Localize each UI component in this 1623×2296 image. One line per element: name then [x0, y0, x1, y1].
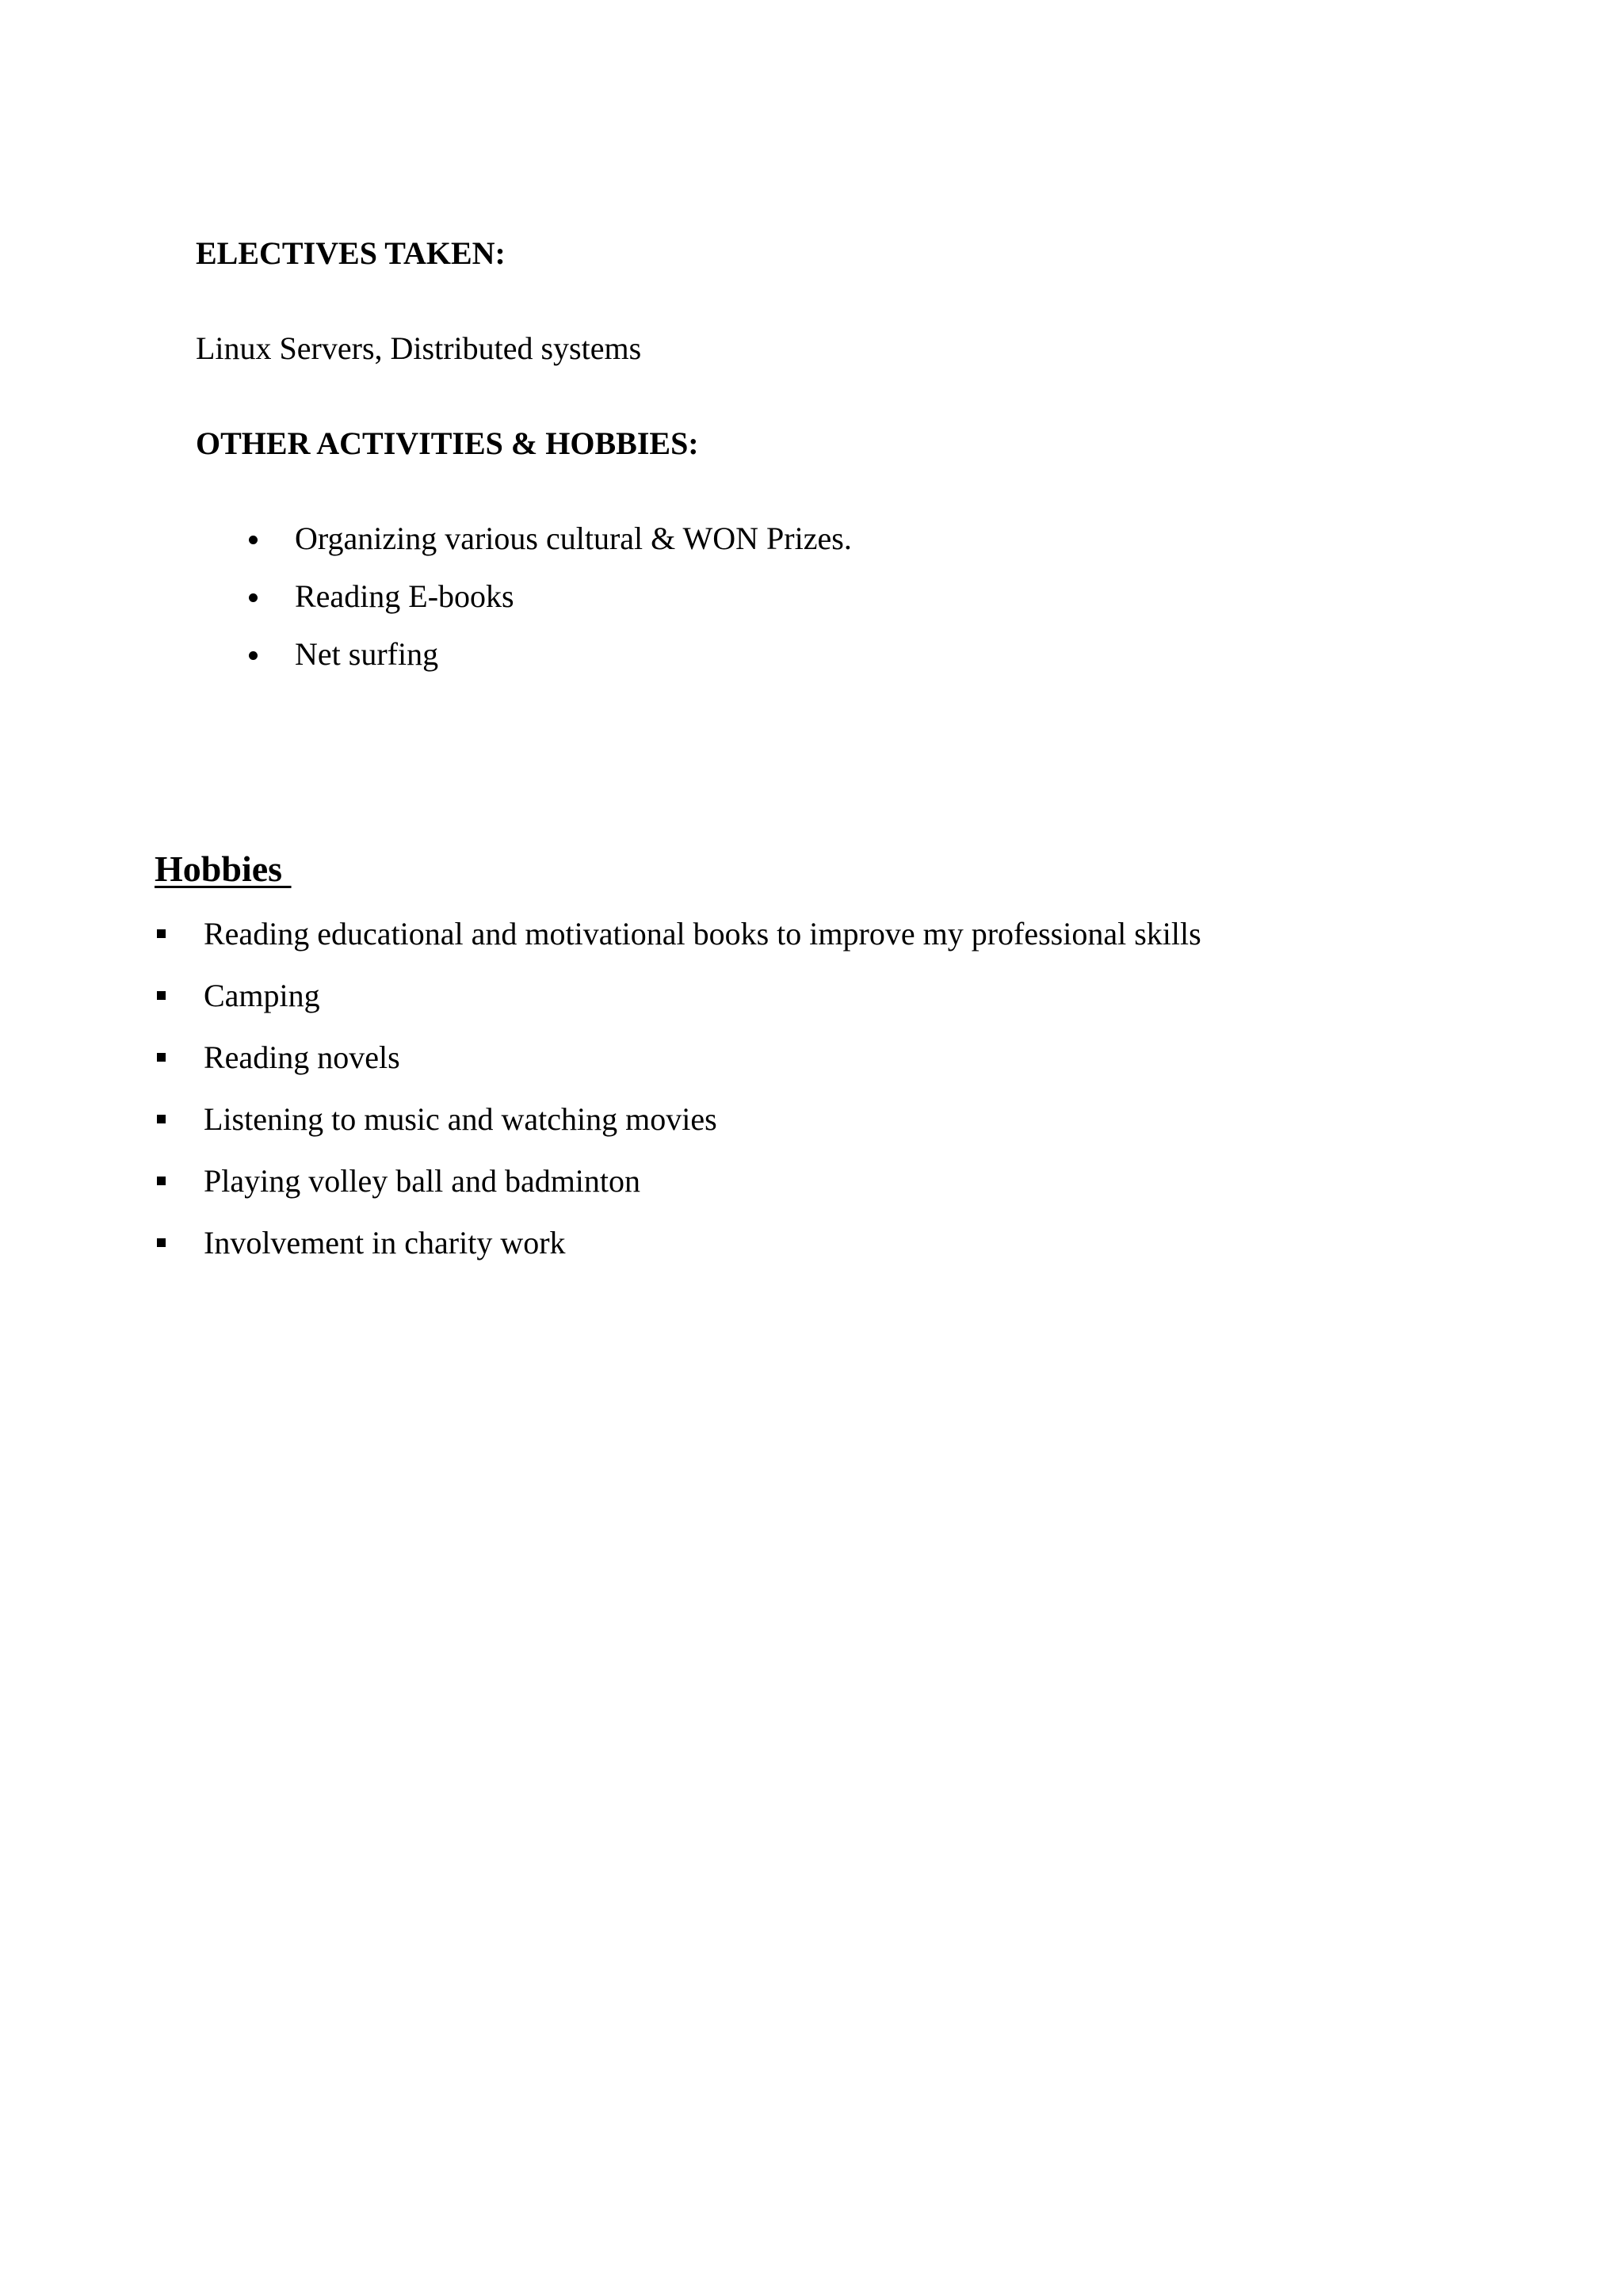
- square-bullet-icon: [157, 991, 166, 1000]
- bullet-icon: [249, 536, 258, 544]
- square-bullet-icon: [157, 1177, 166, 1185]
- square-bullet-icon: [157, 1053, 166, 1062]
- hobbies-title: Hobbies: [155, 849, 292, 889]
- list-item-text: Involvement in charity work: [204, 1225, 566, 1261]
- bullet-icon: [249, 651, 258, 660]
- list-item: [295, 520, 852, 558]
- list-item-text: Camping: [204, 978, 320, 1013]
- square-bullet-icon: [157, 1115, 166, 1123]
- list-item: [204, 1224, 1201, 1262]
- list-item: [295, 635, 852, 673]
- list-item: [204, 1100, 1201, 1138]
- hobbies-list: [204, 915, 1201, 1262]
- electives-text: Linux Servers, Distributed systems: [196, 330, 642, 366]
- list-item-text: Reading educational and motivational books to improve my professional skills: [204, 916, 1201, 952]
- list-item: [204, 1039, 1201, 1077]
- electives-heading: ELECTIVES TAKEN:: [196, 235, 506, 271]
- activities-heading: OTHER ACTIVITIES & HOBBIES:: [196, 425, 699, 461]
- list-item-text: Organizing various cultural & WON Prizes.: [295, 521, 852, 556]
- square-bullet-icon: [157, 929, 166, 938]
- list-item-text: Reading novels: [204, 1039, 400, 1075]
- list-item: [204, 915, 1201, 953]
- list-item-text: Playing volley ball and badminton: [204, 1163, 641, 1199]
- list-item: [204, 977, 1201, 1015]
- list-item-text: Listening to music and watching movies: [204, 1101, 717, 1137]
- list-item-text: Net surfing: [295, 636, 439, 672]
- list-item: [204, 1162, 1201, 1200]
- activities-list: [295, 520, 852, 673]
- list-item: [295, 578, 852, 616]
- list-item-text: Reading E-books: [295, 578, 514, 614]
- square-bullet-icon: [157, 1238, 166, 1247]
- bullet-icon: [249, 593, 258, 602]
